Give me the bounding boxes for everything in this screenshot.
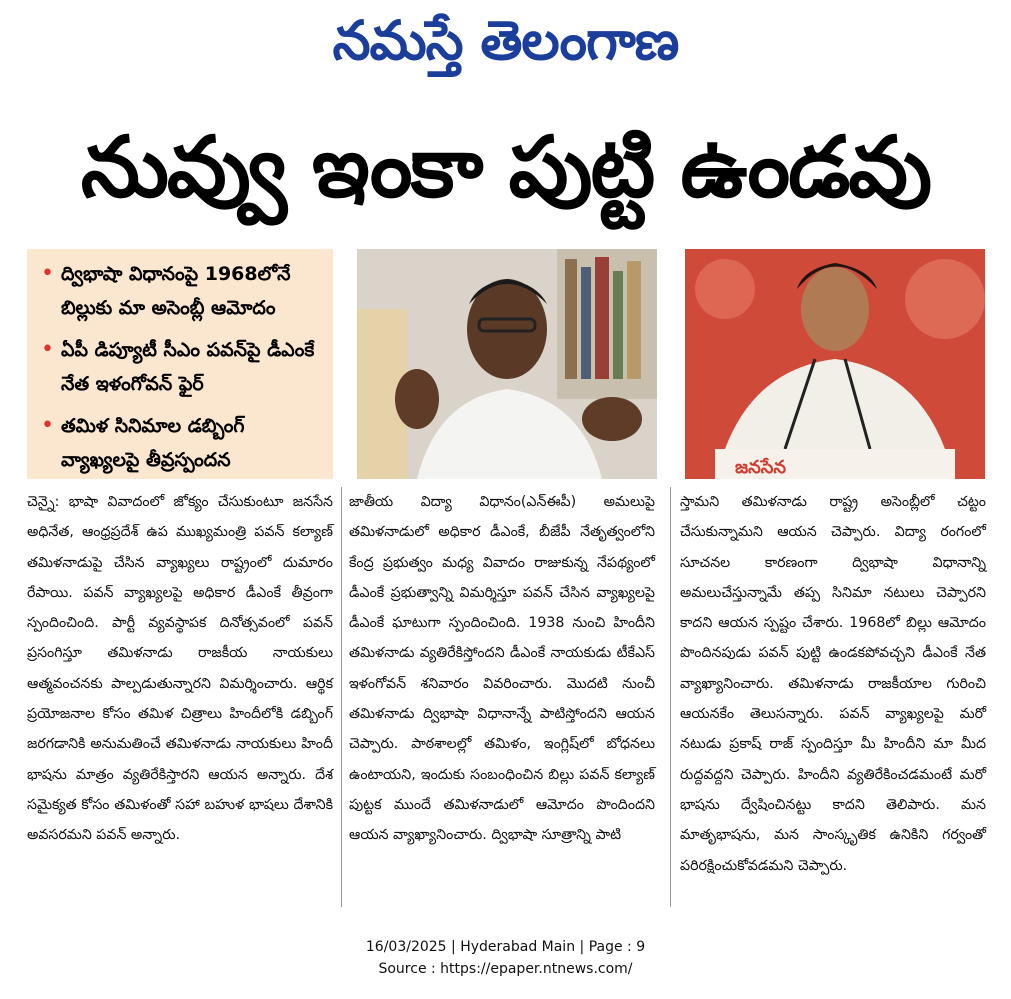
highlight-text: ద్విభాషా విధానంపై 1968లోనే బిల్లుకు మా అసెంబ్లీ ఆమోదం [61, 263, 291, 319]
column-divider [670, 487, 671, 907]
man-speaking-illustration [357, 249, 657, 479]
footer-source-line: Source : https://epaper.ntnews.com/ [378, 961, 633, 977]
podium-label: జనసేన [735, 457, 787, 478]
bullet-icon: • [41, 413, 54, 438]
highlight-text: ఏపీ డిప్యూటీ సీఎం పవన్‌పై డీఎంకే నేత ఇళంగోవన్ ఫైర్ [61, 339, 315, 395]
article-column-1: చెన్నై: భాషా వివాదంలో జోక్యం చేసుకుంటూ జనసేన అధినేత, ఆంధ్రప్రదేశ్ ఉప ముఖ్యమంత్రి పవన్ కల్యాణ్ తమిళనాడుపై చేసిన వ్యాఖ్యలు రాష్ట్రంలో దుమారం రేపాయి. పవన్ వ్యాఖ్యలపై అధికార డీఎంకే తీవ్రంగా స్పందించింది. పార్టీ వ్యవస్థాపక దినోత్సవంలో పవన్ ప్రసంగిస్తూ తమిళనాడు రాజకీయ నాయకులు ఆత్మవంచనకు పాల్పడుతున్నారని విమర్శించారు. ఆర్థిక ప్రయోజనాల కోసం తమిళ చిత్రాలు హిందీలోకి డబ్బింగ్ జరగడానికి అనుమతించే తమిళనాడు నాయకులు హిందీ భాషను మాత్రం వ్యతిరేకిస్తారని ఆయన అన్నారు. దేశ సమైక్యత కోసం తమిళంతో సహా బహుళ భాషలు దేశానికి అవసరమని పవన్ అన్నారు. [27, 494, 333, 844]
bullet-icon: • [41, 261, 54, 286]
highlight-text: తమిళ సినిమాల డబ్బింగ్ వ్యాఖ్యలపై తీవ్రస్పందన [61, 415, 245, 471]
footer-date-line: 16/03/2025 | Hyderabad Main | Page : 9 [365, 939, 646, 955]
masthead-logo: నమస్తే తెలంగాణ [332, 8, 679, 72]
man-speaking-photo [357, 249, 657, 479]
highlights-box [27, 249, 333, 479]
bullet-icon: • [41, 337, 54, 362]
footer [0, 936, 1011, 980]
article-column-3: స్తామని తమిళనాడు రాష్ట్ర అసెంబ్లీలో చట్టం చేసుకున్నామని ఆయన చెప్పారు. విద్యా రంగంలో సూచనల కారణంగా ద్విభాషా విధానాన్ని అమలుచేస్తున్నామే తప్ప సినిమా నటులు చెప్పారని కాదని ఆయన స్పష్టం చేశారు. 1968లో బిల్లు ఆమోదం పొందినపుడు పవన్ పుట్టి ఉండకపోవచ్చని డీఎంకే నేత వ్యాఖ్యానించారు. తమిళనాడు రాజకీయాల గురించి ఆయనకేం తెలుసన్నారు. పవన్ వ్యాఖ్యలపై మరో నటుడు ప్రకాష్ రాజ్ స్పందిస్తూ మీ హిందీని మా మీద రుద్దవద్దని చెప్పారు. హిందీని వ్యతిరేకించడమంటే మరో భాషను ద్వేషించినట్టు కాదని తెలిపారు. మన మాతృభాషను, మన సాంస్కృతిక ఉనికిని గర్వంతో పరిరక్షించుకోవడమని చెప్పారు. [680, 494, 986, 874]
column-divider [341, 487, 342, 907]
highlight-item [41, 333, 325, 401]
page-headline: నువ్వు ఇంకా పుట్టి ఉండవు [80, 118, 931, 216]
highlight-item [41, 257, 325, 325]
speaker-at-podium-photo [685, 249, 985, 479]
highlight-item [41, 409, 325, 477]
speaker-illustration [685, 249, 985, 479]
article-column-2: జాతీయ విద్యా విధానం(ఎన్ఈపీ) అమలుపై తమిళనాడులో అధికార డీఎంకే, బీజేపీ నేతృత్వంలోని కేంద్ర ప్రభుత్వం మధ్య వివాదం రాజుకున్న నేపథ్యంలో డీఎంకే ప్రభుత్వాన్ని విమర్శిస్తూ పవన్ చేసిన వ్యాఖ్యలపై డీఎంకే ఘాటుగా స్పందించింది. 1938 నుంచి హిందీని తమిళనాడు వ్యతిరేకిస్తోందని డీఎంకే నాయకుడు టీకేఎస్ ఇళంగోవన్ శనివారం వివరించారు. మొదటి నుంచీ తమిళనాడు ద్విభాషా విధానాన్నే పాటిస్తోందని ఆయన చెప్పారు. పాఠశాలల్లో తమిళం, ఇంగ్లిష్‌లో బోధనలు ఉంటాయని, ఇందుకు సంబంధించిన బిల్లు పవన్ కల్యాణ్ పుట్టక ముందే తమిళనాడులో ఆమోదం పొందిందని ఆయన వ్యాఖ్యానించారు. ద్విభాషా సూత్రాన్ని పాటి [349, 494, 655, 844]
